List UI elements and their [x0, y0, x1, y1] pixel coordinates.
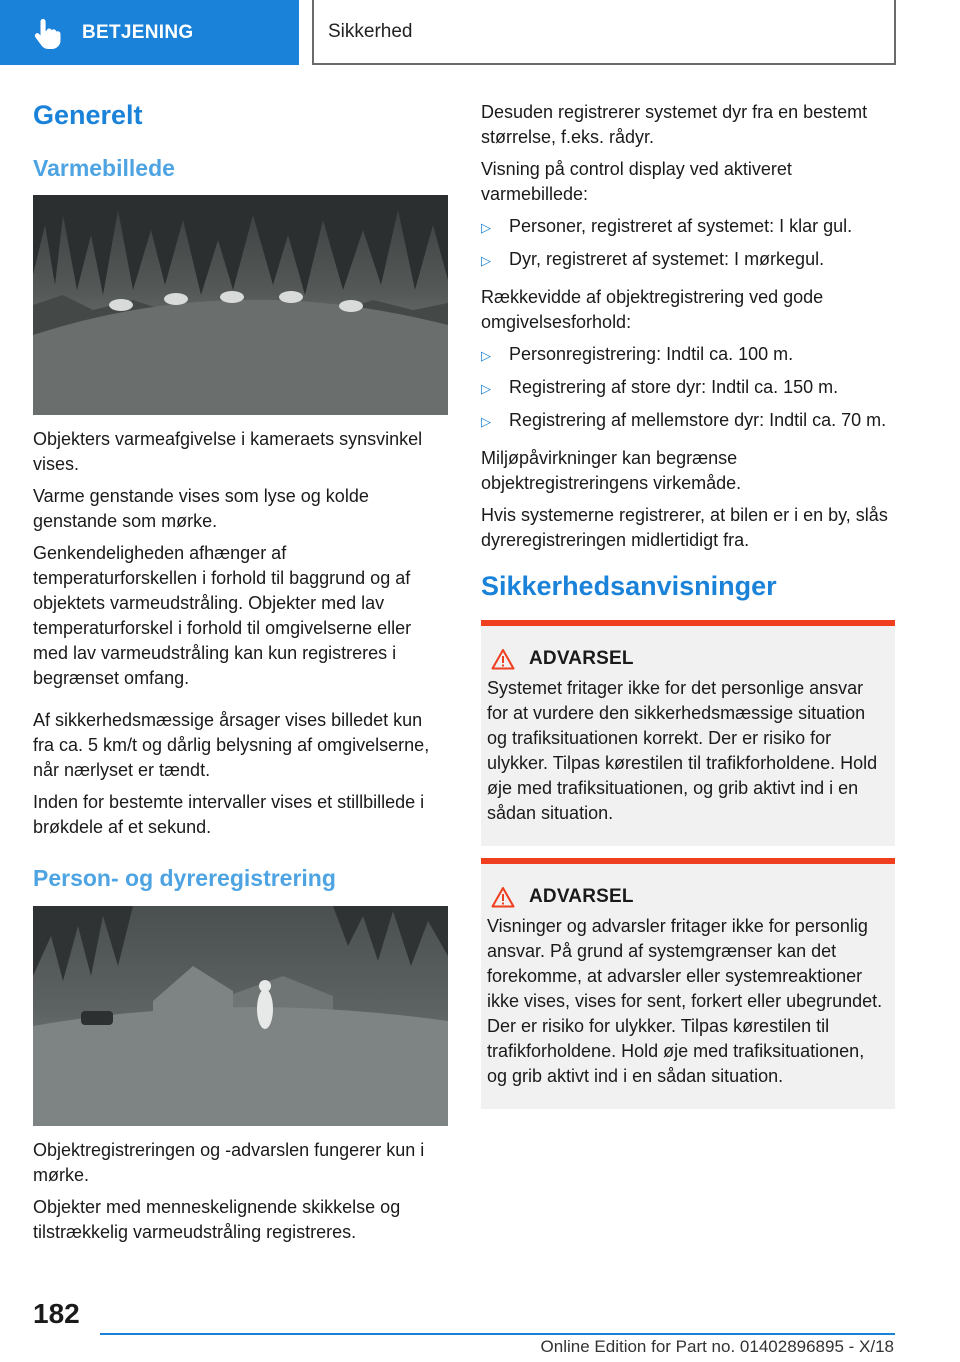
warning-triangle-icon: [491, 886, 515, 908]
triangle-bullet-icon: ▷: [481, 414, 491, 429]
warning-title: ADVARSEL: [487, 648, 887, 670]
left-column: [33, 100, 448, 1252]
warning-text: Visninger og advarsler fritager ikke for personlig ansvar. På grund af systemgrænser kan det forekomme, at advarsler eller systemreaktioner ikke vises, vises for sent, forkert eller ubegrundet. Der er risiko for ulykker. Tilpas kørestilen til trafikforholdene. Hold øje med trafiksituationen, og grib aktivt ind i en sådan situation.: [487, 916, 883, 1087]
paragraph: Visning på control display ved aktiveret varmebillede:: [481, 159, 792, 204]
paragraph: Inden for bestemte intervaller vises et stillbillede i brøkdele af et sekund.: [33, 792, 425, 838]
warning-triangle-icon: [491, 648, 515, 670]
warning-title: ADVARSEL: [487, 886, 887, 908]
thermal-image-animals: [33, 195, 448, 415]
paragraph: Miljøpåvirkninger kan begrænse objektregistreringens virkemåde.: [481, 448, 742, 493]
paragraph: Rækkevidde af objektregistrering ved gode omgivelsesforhold:: [481, 287, 824, 332]
triangle-bullet-icon: ▷: [481, 253, 491, 268]
section-label: BETJENING: [82, 21, 194, 43]
range-list: [481, 342, 895, 434]
heading-safety-instructions: Sikkerhedsanvisninger: [481, 571, 777, 601]
list-item: ▷ Registrering af store dyr: Indtil ca. 150 m.: [481, 375, 895, 401]
right-column: [481, 100, 895, 1121]
chapter-header: [312, 0, 896, 65]
footer-rule: [100, 1333, 895, 1335]
paragraph: Desuden registrerer systemet dyr fra en bestemt størrelse, f.eks. rådyr.: [481, 102, 868, 147]
paragraph: Genkendeligheden afhænger af temperaturforskellen i forhold til baggrund og af objektets varmeudstråling. Objekter med lav temperaturforskel i forhold til omgivelserne eller med lav varmeudstråling kan kun registreres i begrænset omfang.: [33, 543, 412, 689]
thermal-image-person: [33, 906, 448, 1126]
paragraph: Objekter med menneskelignende skikkelse og tilstrækkelig varmeudstråling registreres.: [33, 1196, 401, 1242]
warning-box: [481, 858, 895, 1109]
warning-text: Systemet fritager ikke for det personlige ansvar for at vurdere den sikkerhedsmæssige situation og trafiksituationen korrekt. Der er risiko for ulykker. Tilpas kørestilen til trafikforholdene. Hold øje med trafiksituationen, og grib aktivt ind i en sådan situation.: [487, 678, 878, 824]
hand-pointer-icon: [30, 16, 64, 50]
list-item: ▷ Personregistrering: Indtil ca. 100 m.: [481, 342, 895, 368]
list-item: ▷ Dyr, registreret af systemet: I mørkegul.: [481, 247, 895, 273]
triangle-bullet-icon: ▷: [481, 348, 491, 363]
paragraph: Objektregistreringen og -advarslen fungerer kun i mørke.: [33, 1139, 425, 1185]
subheading-person-animal-detection: Person- og dyreregistrering: [33, 865, 336, 892]
edition-text: Online Edition for Part no. 01402896895 - X/18: [540, 1337, 894, 1356]
paragraph: Objekters varmeafgivelse i kameraets synsvinkel vises.: [33, 429, 423, 475]
display-list: [481, 214, 895, 273]
paragraph: Hvis systemerne registrerer, at bilen er i en by, slås dyreregistreringen midlertidigt fra.: [481, 505, 888, 550]
paragraph: Af sikkerhedsmæssige årsager vises billedet kun fra ca. 5 km/t og dårlig belysning af omgivelserne, når nærlyset er tændt.: [33, 710, 430, 781]
warning-box: [481, 620, 895, 846]
page-number: 182: [33, 1298, 80, 1329]
list-item: ▷ Personer, registreret af systemet: I klar gul.: [481, 214, 895, 240]
subheading-thermal-image: Varmebillede: [33, 155, 175, 182]
paragraph: Varme genstande vises som lyse og kolde genstande som mørke.: [33, 486, 369, 532]
heading-general: Generelt: [33, 100, 143, 130]
triangle-bullet-icon: ▷: [481, 220, 491, 235]
triangle-bullet-icon: ▷: [481, 381, 491, 396]
section-tab[interactable]: [0, 0, 299, 65]
chapter-label: Sikkerhed: [328, 20, 413, 42]
list-item: ▷ Registrering af mellemstore dyr: Indtil ca. 70 m.: [481, 408, 895, 434]
